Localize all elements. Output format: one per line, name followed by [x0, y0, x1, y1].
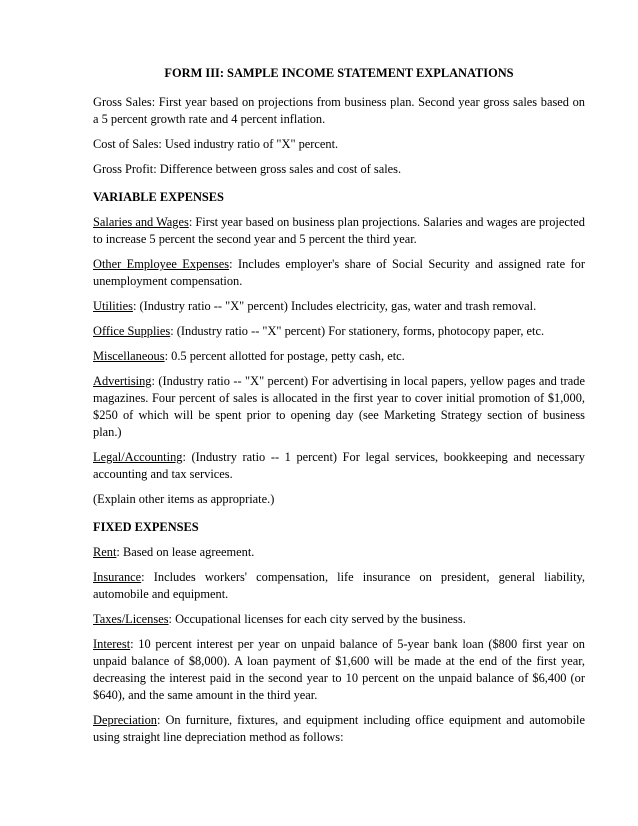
explain-other-note: (Explain other items as appropriate.)	[93, 492, 275, 506]
document-title: FORM III: SAMPLE INCOME STATEMENT EXPLANATIONS	[164, 66, 514, 80]
expense-description: Includes workers' compensation, life insurance on president, general liability, automobile and equipment.	[93, 570, 585, 601]
expense-description: Based on lease agreement.	[122, 545, 255, 559]
expense-separator: :	[116, 545, 123, 559]
expense-item-utilities	[93, 298, 585, 315]
expense-description: (Industry ratio -- "X" percent) Includes electricity, gas, water and trash removal.	[139, 299, 537, 313]
expense-separator: :	[130, 637, 139, 651]
expense-description: First year based on business plan projections. Salaries and wages are projected to increase 5 percent the second year and 5 percent the third year.	[93, 215, 585, 246]
expense-description: On furniture, fixtures, and equipment including office equipment and automobile using straight line depreciation method as follows:	[93, 713, 585, 744]
document-page	[93, 65, 585, 754]
expense-term: Office Supplies	[93, 324, 171, 338]
expense-description: (Industry ratio -- 1 percent) For legal services, bookkeeping and necessary accounting and tax services.	[93, 450, 585, 481]
expense-term: Salaries and Wages	[93, 215, 189, 229]
expense-separator: :	[168, 612, 176, 626]
expense-term: Legal/Accounting	[93, 450, 183, 464]
expense-separator: :	[151, 374, 159, 388]
expense-item-taxes-licenses	[93, 611, 585, 628]
expense-separator: :	[188, 215, 196, 229]
expense-separator: :	[164, 349, 172, 363]
gross-sales-paragraph: Gross Sales: First year based on projections from business plan. Second year gross sales based on a 5 percent growth rate and 4 percent inflation.	[93, 95, 585, 126]
expense-item-advertising	[93, 373, 585, 441]
cost-of-sales-paragraph: Cost of Sales: Used industry ratio of "X" percent.	[93, 137, 339, 151]
expense-term: Depreciation	[93, 713, 157, 727]
expense-item-salaries	[93, 214, 585, 248]
expense-separator: :	[157, 713, 166, 727]
expense-term: Advertising	[93, 374, 152, 388]
expense-item-office-supplies	[93, 323, 585, 340]
expense-item-interest	[93, 636, 585, 704]
fixed-expenses-heading: FIXED EXPENSES	[93, 520, 199, 534]
expense-item-other-employee	[93, 256, 585, 290]
expense-term: Utilities	[93, 299, 133, 313]
variable-expenses-heading: VARIABLE EXPENSES	[93, 190, 224, 204]
expense-separator: :	[132, 299, 140, 313]
expense-description: 0.5 percent allotted for postage, petty cash, etc.	[171, 349, 405, 363]
expense-term: Insurance	[93, 570, 142, 584]
expense-term: Miscellaneous	[93, 349, 165, 363]
expense-term: Rent	[93, 545, 117, 559]
expense-item-legal-accounting	[93, 449, 585, 483]
expense-item-insurance	[93, 569, 585, 603]
expense-term: Other Employee Expenses	[93, 257, 230, 271]
expense-separator: :	[141, 570, 154, 584]
expense-item-depreciation	[93, 712, 585, 746]
expense-description: (Industry ratio -- "X" percent) For stationery, forms, photocopy paper, etc.	[176, 324, 545, 338]
expense-item-miscellaneous	[93, 348, 585, 365]
expense-description: Occupational licenses for each city served by the business.	[175, 612, 466, 626]
expense-description: (Industry ratio -- "X" percent) For advertising in local papers, yellow pages and trade magazines. Four percent of sales is allocated in the first year to cover initial promotion of $1,000, $250 of which will be spent prior to opening day (see Marketing Strategy section of business plan.)	[93, 374, 585, 439]
gross-profit-paragraph: Gross Profit: Difference between gross sales and cost of sales.	[93, 162, 402, 176]
expense-separator: :	[170, 324, 177, 338]
expense-term: Interest	[93, 637, 131, 651]
expense-item-rent	[93, 544, 585, 561]
expense-description: Includes employer's share of Social Security and assigned rate for unemployment compensation.	[93, 257, 585, 288]
expense-separator: :	[229, 257, 238, 271]
expense-description: 10 percent interest per year on unpaid balance of 5-year bank loan ($800 first year on unpaid balance of $8,000). A loan payment of $1,600 will be made at the end of the first year, decreasing the interest paid in the second year to 10 percent on the unpaid balance of $6,400 (or $640), and the same amount in the third year.	[93, 637, 585, 702]
expense-separator: :	[182, 450, 192, 464]
expense-term: Taxes/Licenses	[93, 612, 169, 626]
